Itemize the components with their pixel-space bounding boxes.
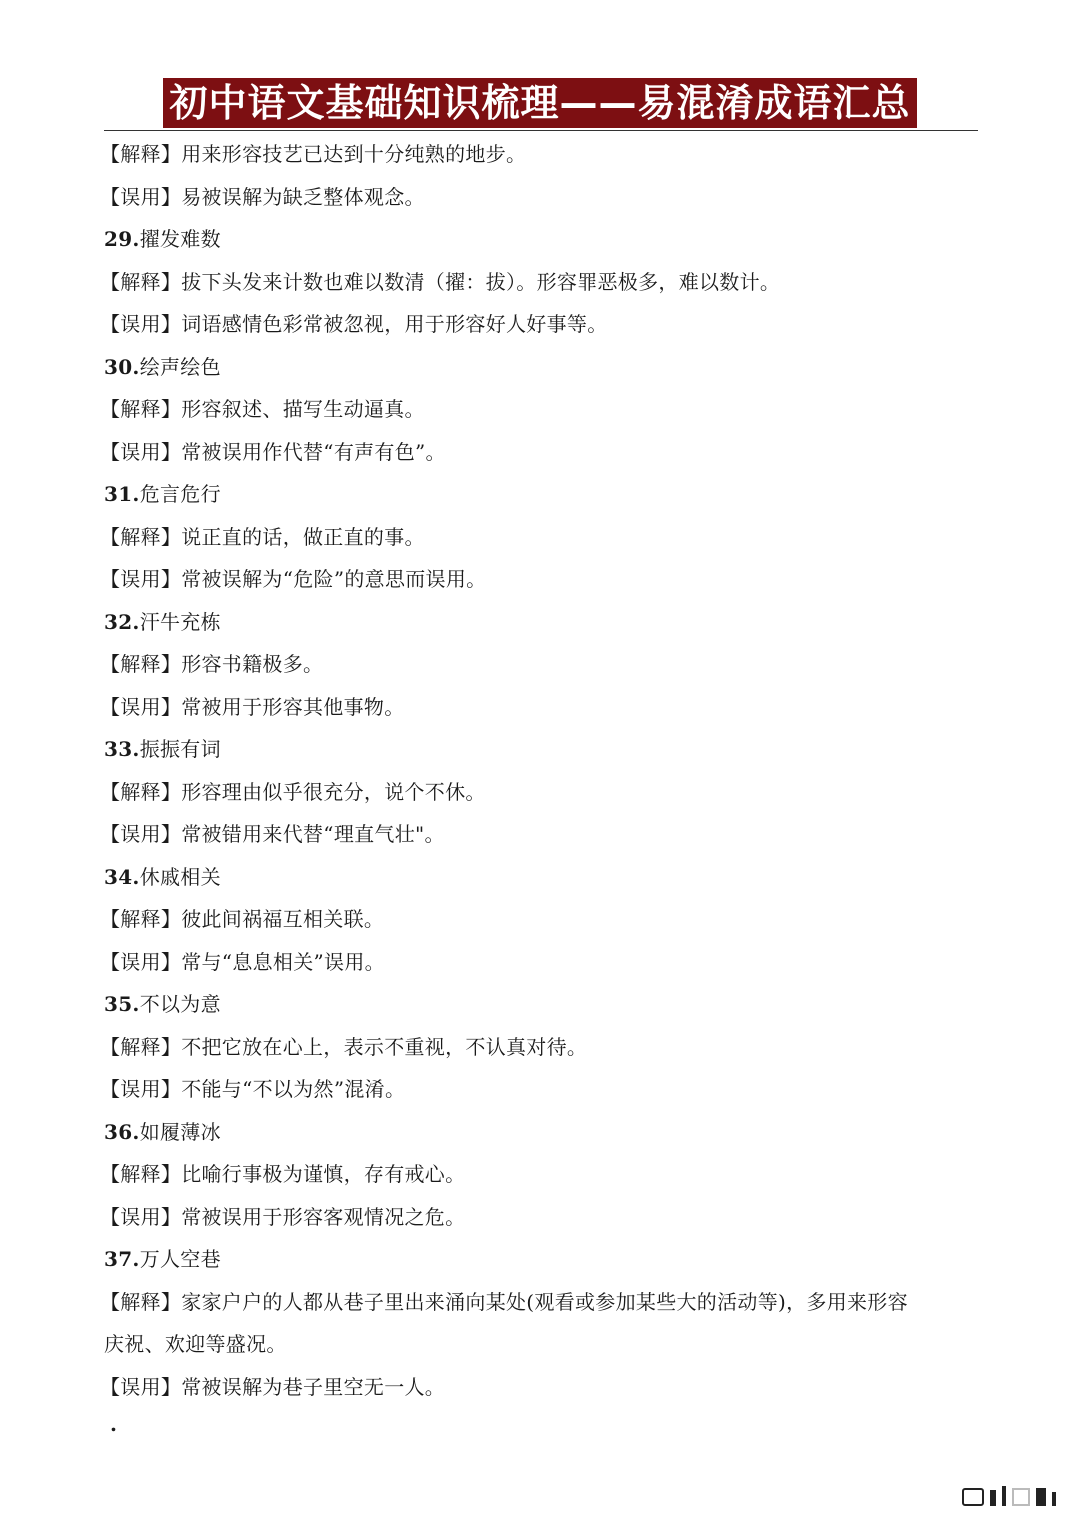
trailing-mark: . bbox=[110, 1412, 117, 1436]
misuse-label: 【误用】 bbox=[100, 312, 182, 336]
idiom-number: 36. bbox=[104, 1119, 140, 1144]
explanation-text: 形容叙述、描写生动逼真。 bbox=[181, 397, 425, 421]
explanation-text: 形容书籍极多。 bbox=[181, 652, 324, 676]
explanation-line bbox=[100, 1153, 980, 1196]
misuse-line bbox=[100, 431, 980, 474]
title-divider bbox=[104, 130, 978, 131]
misuse-text: 常被误用作代替“有声有色”。 bbox=[181, 439, 446, 464]
misuse-text: 常被误用于形容客观情况之危。 bbox=[181, 1204, 466, 1229]
watermark-box-icon bbox=[962, 1488, 984, 1506]
idiom-heading bbox=[104, 218, 980, 261]
idiom-text: 振振有词 bbox=[139, 737, 221, 761]
watermark-bar-icon bbox=[990, 1490, 996, 1506]
explanation-line bbox=[100, 133, 980, 176]
misuse-label: 【误用】 bbox=[100, 949, 182, 974]
misuse-line bbox=[100, 1068, 980, 1111]
misuse-text: 常被误解为“危险”的意思而误用。 bbox=[181, 567, 487, 591]
idiom-heading bbox=[104, 1111, 980, 1154]
misuse-line bbox=[100, 686, 980, 729]
explanation-label: 【解释】 bbox=[100, 1162, 182, 1186]
misuse-text: 不能与“不以为然”混淆。 bbox=[181, 1077, 406, 1101]
idiom-heading bbox=[104, 728, 980, 771]
explanation-continuation: 庆祝、欢迎等盛况。 bbox=[104, 1332, 287, 1356]
idiom-number: 32. bbox=[104, 609, 140, 634]
idiom-number: 29. bbox=[104, 227, 140, 251]
idiom-text: 绘声绘色 bbox=[139, 354, 221, 379]
idiom-heading bbox=[104, 473, 980, 516]
explanation-text: 形容理由似乎很充分，说个不休。 bbox=[181, 779, 486, 804]
misuse-label: 【误用】 bbox=[100, 1204, 182, 1229]
idiom-text: 如履薄冰 bbox=[139, 1119, 221, 1144]
explanation-text: 拔下头发来计数也难以数清（擢：拔）。形容罪恶极多，难以数计。 bbox=[181, 269, 781, 294]
misuse-text: 易被误解为缺乏整体观念。 bbox=[181, 184, 425, 209]
explanation-line bbox=[100, 1281, 980, 1324]
explanation-label: 【解释】 bbox=[100, 779, 182, 804]
idiom-heading bbox=[104, 601, 980, 644]
idiom-text: 擢发难数 bbox=[139, 227, 221, 251]
explanation-label: 【解释】 bbox=[100, 907, 182, 931]
misuse-line bbox=[100, 1196, 980, 1239]
idiom-text: 万人空巷 bbox=[139, 1247, 221, 1271]
watermark-square-icon bbox=[1012, 1488, 1030, 1506]
misuse-label: 【误用】 bbox=[100, 439, 182, 464]
misuse-label: 【误用】 bbox=[100, 1374, 182, 1399]
watermark-bar-icon bbox=[1036, 1488, 1046, 1506]
explanation-text: 不把它放在心上，表示不重视，不认真对待。 bbox=[181, 1034, 588, 1059]
idiom-text: 不以为意 bbox=[139, 992, 221, 1016]
explanation-line bbox=[100, 898, 980, 941]
document-body bbox=[100, 133, 980, 1408]
misuse-line bbox=[100, 813, 980, 856]
misuse-line bbox=[100, 558, 980, 601]
explanation-label: 【解释】 bbox=[100, 142, 182, 166]
explanation-label: 【解释】 bbox=[100, 1289, 182, 1314]
idiom-number: 33. bbox=[104, 737, 140, 761]
misuse-text: 常被错用来代替“理直气壮"。 bbox=[181, 822, 445, 846]
explanation-line bbox=[100, 1026, 980, 1069]
misuse-text: 常与“息息相关”误用。 bbox=[181, 949, 385, 974]
misuse-text: 词语感情色彩常被忽视，用于形容好人好事等。 bbox=[181, 312, 608, 336]
explanation-line bbox=[100, 388, 980, 431]
misuse-label: 【误用】 bbox=[100, 567, 182, 591]
explanation-line bbox=[100, 261, 980, 304]
idiom-heading bbox=[104, 1238, 980, 1281]
idiom-number: 34. bbox=[104, 864, 140, 889]
idiom-number: 35. bbox=[104, 992, 140, 1016]
explanation-line bbox=[100, 771, 980, 814]
idiom-heading bbox=[104, 983, 980, 1026]
misuse-line bbox=[100, 941, 980, 984]
explanation-label: 【解释】 bbox=[100, 397, 182, 421]
explanation-label: 【解释】 bbox=[100, 652, 182, 676]
misuse-line bbox=[100, 176, 980, 219]
explanation-label: 【解释】 bbox=[100, 524, 182, 549]
misuse-label: 【误用】 bbox=[100, 184, 182, 209]
explanation-text: 说正直的话，做正直的事。 bbox=[181, 524, 425, 549]
watermark-bar-icon bbox=[1052, 1492, 1056, 1506]
idiom-heading bbox=[104, 856, 980, 899]
explanation-text: 彼此间祸福互相关联。 bbox=[181, 907, 385, 931]
idiom-text: 汗牛充栋 bbox=[139, 609, 221, 634]
explanation-line bbox=[100, 643, 980, 686]
explanation-text: 用来形容技艺已达到十分纯熟的地步。 bbox=[181, 142, 527, 166]
watermark-bar-icon bbox=[1002, 1486, 1006, 1506]
idiom-text: 危言危行 bbox=[139, 482, 221, 506]
idiom-number: 37. bbox=[104, 1247, 140, 1271]
misuse-label: 【误用】 bbox=[100, 1077, 182, 1101]
misuse-label: 【误用】 bbox=[100, 822, 182, 846]
misuse-text: 常被误解为巷子里空无一人。 bbox=[181, 1374, 446, 1399]
misuse-text: 常被用于形容其他事物。 bbox=[181, 694, 405, 719]
page-title: 初中语文基础知识梳理——易混淆成语汇总 bbox=[163, 78, 916, 128]
explanation-label: 【解释】 bbox=[100, 1034, 182, 1059]
title-wrap bbox=[0, 78, 1080, 128]
explanation-label: 【解释】 bbox=[100, 269, 182, 294]
misuse-label: 【误用】 bbox=[100, 694, 182, 719]
misuse-line bbox=[100, 1366, 980, 1409]
idiom-text: 休戚相关 bbox=[139, 864, 221, 889]
idiom-number: 30. bbox=[104, 354, 140, 379]
idiom-number: 31. bbox=[104, 482, 140, 506]
explanation-line bbox=[100, 516, 980, 559]
watermark-logo bbox=[962, 1486, 1056, 1506]
idiom-heading bbox=[104, 346, 980, 389]
explanation-text: 比喻行事极为谨慎，存有戒心。 bbox=[181, 1162, 466, 1186]
misuse-line bbox=[100, 303, 980, 346]
explanation-text: 家家户户的人都从巷子里出来涌向某处(观看或参加某些大的活动等)，多用来形容 bbox=[181, 1289, 908, 1314]
